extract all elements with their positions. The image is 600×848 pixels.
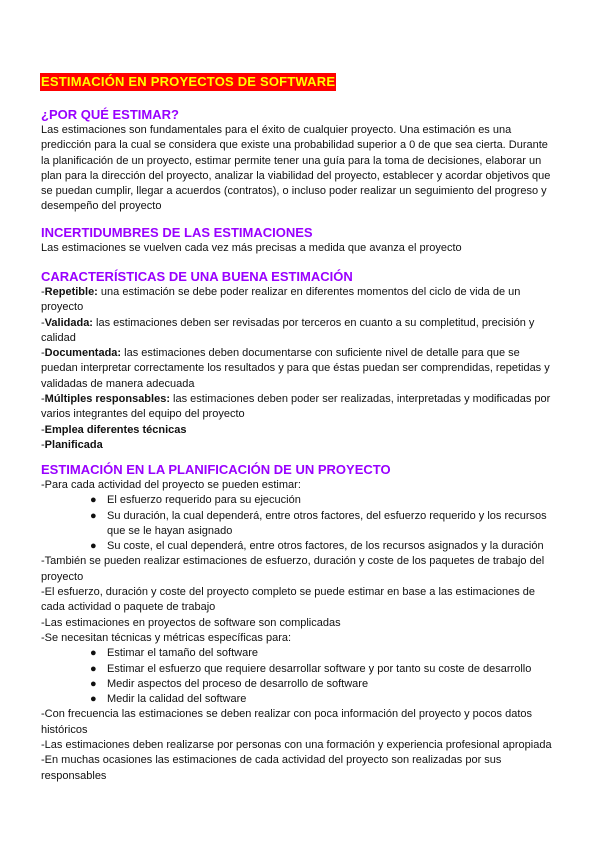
characteristic-label: Planificada [44,438,103,451]
paragraph: -El esfuerzo, duración y coste del proyecto completo se puede estimar en base a las estimaciones de cada actividad o paquete de trabajo [41,586,536,614]
section-characteristics [41,269,559,453]
list-item [90,509,559,540]
bullet-list [41,493,559,554]
characteristic-item: -Planificada [41,438,103,451]
paragraph: -Las estimaciones en proyectos de software son complicadas [41,616,341,629]
bullet-icon: ● [90,494,97,507]
characteristic-text: las estimaciones deben ser revisadas por terceros en cuanto a su completitud, precisión y calidad [41,316,535,344]
list-item [90,677,559,692]
bullet-icon: ● [90,509,97,522]
characteristic-text: las estimaciones deben documentarse con suficiente nivel de detalle para que se puedan interpretar correctamente los resultados y para que éstas puedan ser comprendidas, repetidas y validadas de manera adecuada [41,347,550,390]
list-item [90,692,559,707]
list-item-text: Su coste, el cual dependerá, entre otros factores, de los recursos asignados y la duración [107,540,544,553]
characteristic-text: una estimación se debe poder realizar en diferentes momentos del ciclo de vida de un proyecto [41,286,521,314]
section-heading: CARACTERÍSTICAS DE UNA BUENA ESTIMACIÓN [41,269,353,284]
characteristic-label: Repetible: [44,286,98,298]
paragraph: Las estimaciones son fundamentales para el éxito de cualquier proyecto. Una estimación es una predicción para la cual se considera que existe una probabilidad superior a 0 de que sea cierta. Durante la planificación de un proyecto, estimar permite tener una guía para la toma de decisiones, elaborar un plan para la dirección del proyecto, analizar la viabilidad del proyecto, establecer y acordar objetivos que se puedan cumplir, llegar a acuerdos (contratos), o incluso poder realizar un seguimiento del progreso y desempeño del proyecto [41,124,551,213]
paragraph: -También se pueden realizar estimaciones de esfuerzo, duración y coste de los paquetes de trabajo del proyecto [41,555,545,583]
characteristic-item: -Documentada: las estimaciones deben documentarse con suficiente nivel de detalle para que se puedan interpretar correctamente los resultados y para que éstas puedan ser comprendidas, repetidas y validadas de manera adecuada [41,347,550,390]
list-item-text: Medir aspectos del proceso de desarrollo de software [107,677,369,690]
bullet-icon: ● [90,693,97,706]
characteristic-text: las estimaciones deben poder ser realizadas, interpretadas y modificadas por varios integrantes del equipo del proyecto [41,393,551,421]
characteristic-item: -Validada: las estimaciones deben ser revisadas por terceros en cuanto a su completitud, precisión y calidad [41,316,535,344]
section-uncertainties [41,225,559,256]
bullet-icon: ● [90,540,97,553]
characteristic-label: Múltiples responsables: [44,393,170,406]
list-item-text: Su duración, la cual dependerá, entre otros factores, del esfuerzo requerido y los recursos que se le hayan asignado [107,509,547,537]
list-item [90,493,559,508]
bullet-icon: ● [90,647,97,660]
bullet-icon: ● [90,677,97,690]
list-item-text: Estimar el esfuerzo que requiere desarrollar software y por tanto su coste de desarrollo [107,662,532,675]
section-why-estimate [41,107,559,215]
characteristic-label: Emplea diferentes técnicas [44,423,187,436]
document-title: ESTIMACIÓN EN PROYECTOS DE SOFTWARE [41,74,336,89]
paragraph: -En muchas ocasiones las estimaciones de cada actividad del proyecto son realizadas por sus responsables [41,754,502,782]
paragraph: -Con frecuencia las estimaciones se deben realizar con poca información del proyecto y pocos datos históricos [41,708,532,736]
paragraph: Las estimaciones se vuelven cada vez más precisas a medida que avanza el proyecto [41,242,462,254]
bullet-icon: ● [90,662,97,675]
list-item [90,539,559,554]
list-item [90,662,559,677]
list-item [90,646,559,661]
section-planning [41,462,559,784]
section-heading: ESTIMACIÓN EN LA PLANIFICACIÓN DE UN PROYECTO [41,462,391,477]
characteristic-label: Documentada: [44,347,122,360]
paragraph: -Se necesitan técnicas y métricas específicas para: [41,631,292,644]
characteristic-item: -Emplea diferentes técnicas [41,423,187,436]
list-item-text: Medir la calidad del software [107,693,247,706]
section-heading: ¿POR QUÉ ESTIMAR? [41,107,179,122]
characteristic-item: -Repetible: una estimación se debe poder realizar en diferentes momentos del ciclo de vida de un proyecto [41,286,521,314]
bullet-list [41,646,559,707]
list-item-text: El esfuerzo requerido para su ejecución [107,494,301,507]
characteristic-label: Validada: [44,316,93,329]
list-item-text: Estimar el tamaño del software [107,647,259,660]
characteristic-item: -Múltiples responsables: las estimaciones deben poder ser realizadas, interpretadas y modificadas por varios integrantes del equipo del proyecto [41,393,551,421]
section-heading: INCERTIDUMBRES DE LAS ESTIMACIONES [41,225,313,240]
paragraph: -Para cada actividad del proyecto se pueden estimar: [41,479,301,491]
paragraph: -Las estimaciones deben realizarse por personas con una formación y experiencia profesional apropiada [41,739,552,752]
